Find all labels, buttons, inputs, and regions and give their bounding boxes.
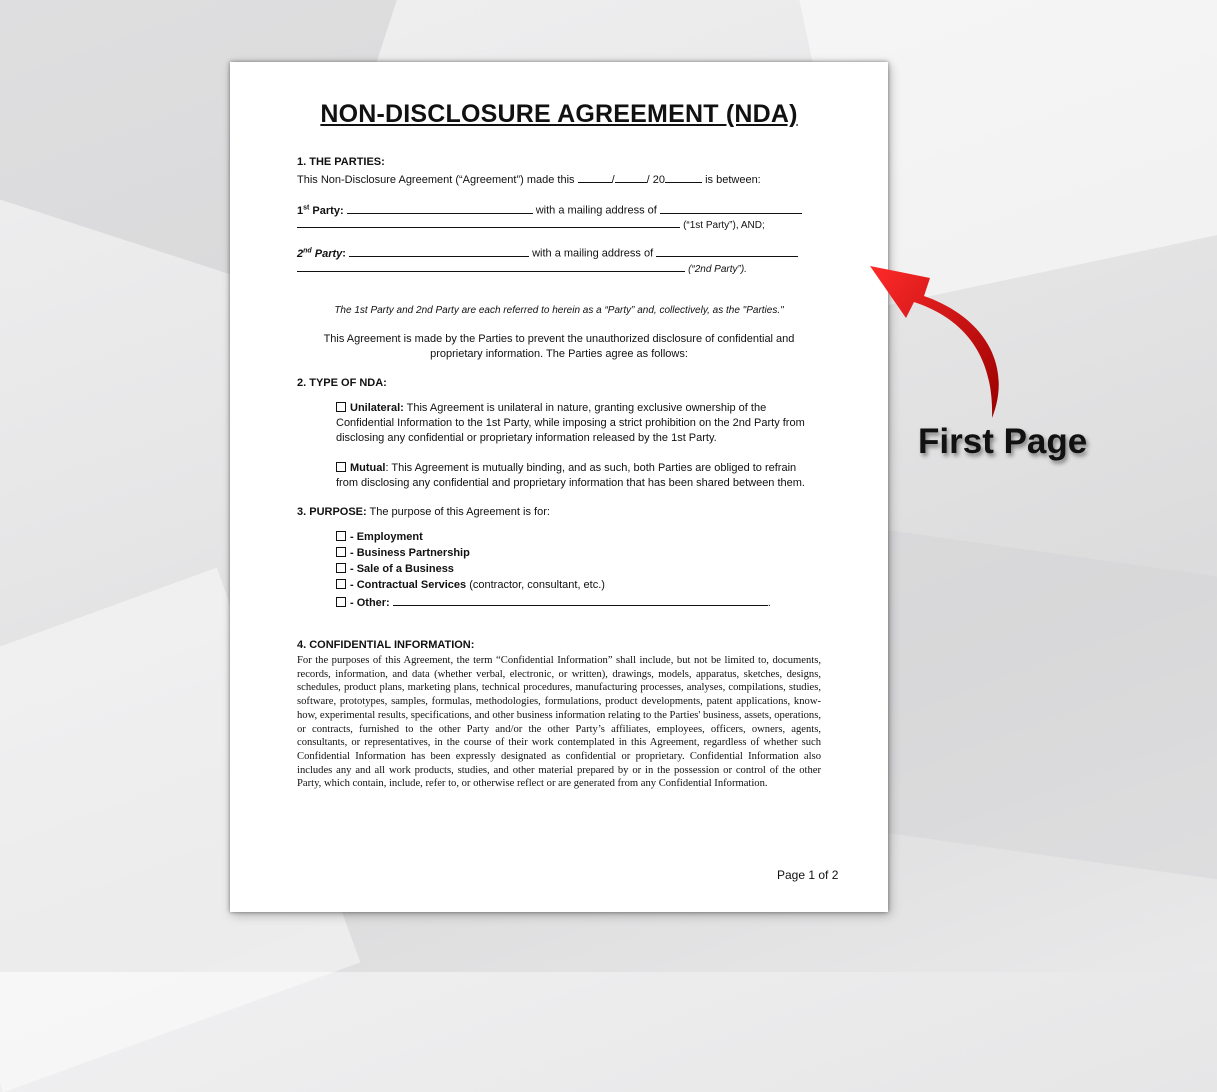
red-curved-arrow-icon: [862, 248, 1032, 423]
party-2-address-blank-2[interactable]: [297, 260, 685, 272]
day-blank[interactable]: [578, 171, 612, 183]
unilateral-checkbox[interactable]: [336, 402, 346, 412]
party-2-label: Party: [314, 247, 343, 260]
agreement-purpose-text: This Agreement is made by the Parties to prevent the unauthorized disclosure of confidential and proprietary information. The Parties agree as follows:: [323, 333, 795, 360]
intro-year: / 20: [646, 174, 666, 186]
party-1-address-blank-2[interactable]: [297, 216, 680, 228]
section-3-heading: 3. PURPOSE: The purpose of this Agreement is for:: [297, 506, 550, 518]
arrow-body: [870, 266, 999, 418]
party-1-line-2: (“1st Party”), AND;: [297, 216, 765, 233]
party-2-name-blank[interactable]: [349, 245, 529, 257]
section-4-heading: 4. CONFIDENTIAL INFORMATION:: [297, 639, 475, 651]
other-checkbox[interactable]: [336, 597, 346, 607]
purpose-option-contractual-services: - Contractual Services (contractor, consultant, etc.): [336, 578, 605, 593]
intro-end: is between:: [705, 174, 761, 186]
purpose-option-employment: - Employment: [336, 530, 423, 545]
sale-of-business-checkbox[interactable]: [336, 563, 346, 573]
section-2-heading: 2. TYPE OF NDA:: [297, 377, 387, 389]
purpose-option-business-partnership: - Business Partnership: [336, 546, 470, 561]
business-partnership-checkbox[interactable]: [336, 547, 346, 557]
purpose-option-other: - Other: .: [336, 594, 771, 611]
confidential-information-text: For the purposes of this Agreement, the term “Confidential Information” shall include, but not be limited to, documents, records, information, and data (whether verbal, electronic, or written), drawings, models, apparatus, sketches, designs, schedules, product plans, marketing plans, technical procedures, manufacturing processes, analyses, compilations, studies, software, prototypes, samples, formulas, methodologies, formulations, product developments, patent applications, know-how, experimental results, specifications, and other business information relating to the Parties' business, assets, operations, or contracts, furnished to the other Party and/or the other Party’s affiliates, employees, officers, owners, agents, consultants, or representatives, in the course of their work contemplated in this Agreement, regardless of whether such Confidential Information has been expressly designated as confidential or proprietary. Confidential Information also includes any and all work products, studies, and other material prepared by or in the possession or control of the other Party, which contain, include, refer to, or otherwise reflect or are generated from any Confidential Information.: [297, 655, 821, 790]
first-page-callout-label: First Page: [918, 422, 1088, 461]
document-title: NON-DISCLOSURE AGREEMENT (NDA): [320, 100, 798, 128]
year-blank[interactable]: [665, 171, 702, 183]
party-2-address-blank[interactable]: [656, 245, 798, 257]
month-blank[interactable]: [615, 171, 647, 183]
parties-intro-line: [297, 171, 761, 188]
other-purpose-blank[interactable]: [393, 594, 768, 606]
party-2-line-2: (“2nd Party”).: [297, 260, 747, 277]
party-1-label: Party:: [312, 204, 344, 217]
contractual-services-checkbox[interactable]: [336, 579, 346, 589]
document-page: [230, 62, 888, 912]
mutual-option: Mutual: This Agreement is mutually binding, and as such, both Parties are obliged to refrain from disclosing any confidential and proprietary information that has been shared between them.: [336, 462, 805, 489]
parties-referred-note: The 1st Party and 2nd Party are each referred to herein as a “Party” and, collectively, as the "Parties.": [334, 305, 784, 316]
purpose-option-sale-of-business: - Sale of a Business: [336, 562, 454, 577]
page-number: Page 1 of 2: [777, 868, 839, 882]
background-shape: [841, 529, 1217, 890]
intro-text: This Non-Disclosure Agreement (“Agreement”) made this: [297, 174, 575, 186]
party-1-line: 1st Party: with a mailing address of: [297, 200, 802, 219]
intro-slash: /: [611, 174, 615, 186]
party-1-name-blank[interactable]: [347, 202, 533, 214]
section-1-heading: 1. THE PARTIES:: [297, 156, 385, 168]
employment-checkbox[interactable]: [336, 531, 346, 541]
party-1-address-blank[interactable]: [660, 202, 802, 214]
unilateral-option: Unilateral: This Agreement is unilateral in nature, granting exclusive ownership of the Confidential Information to the 1st Party, while imposing a strict prohibition on the 2nd Party from disclosing any confidential or proprietary information released by the 1st Party.: [336, 402, 805, 444]
party-2-line: 2nd Party: with a mailing address of: [297, 243, 798, 262]
mutual-checkbox[interactable]: [336, 462, 346, 472]
